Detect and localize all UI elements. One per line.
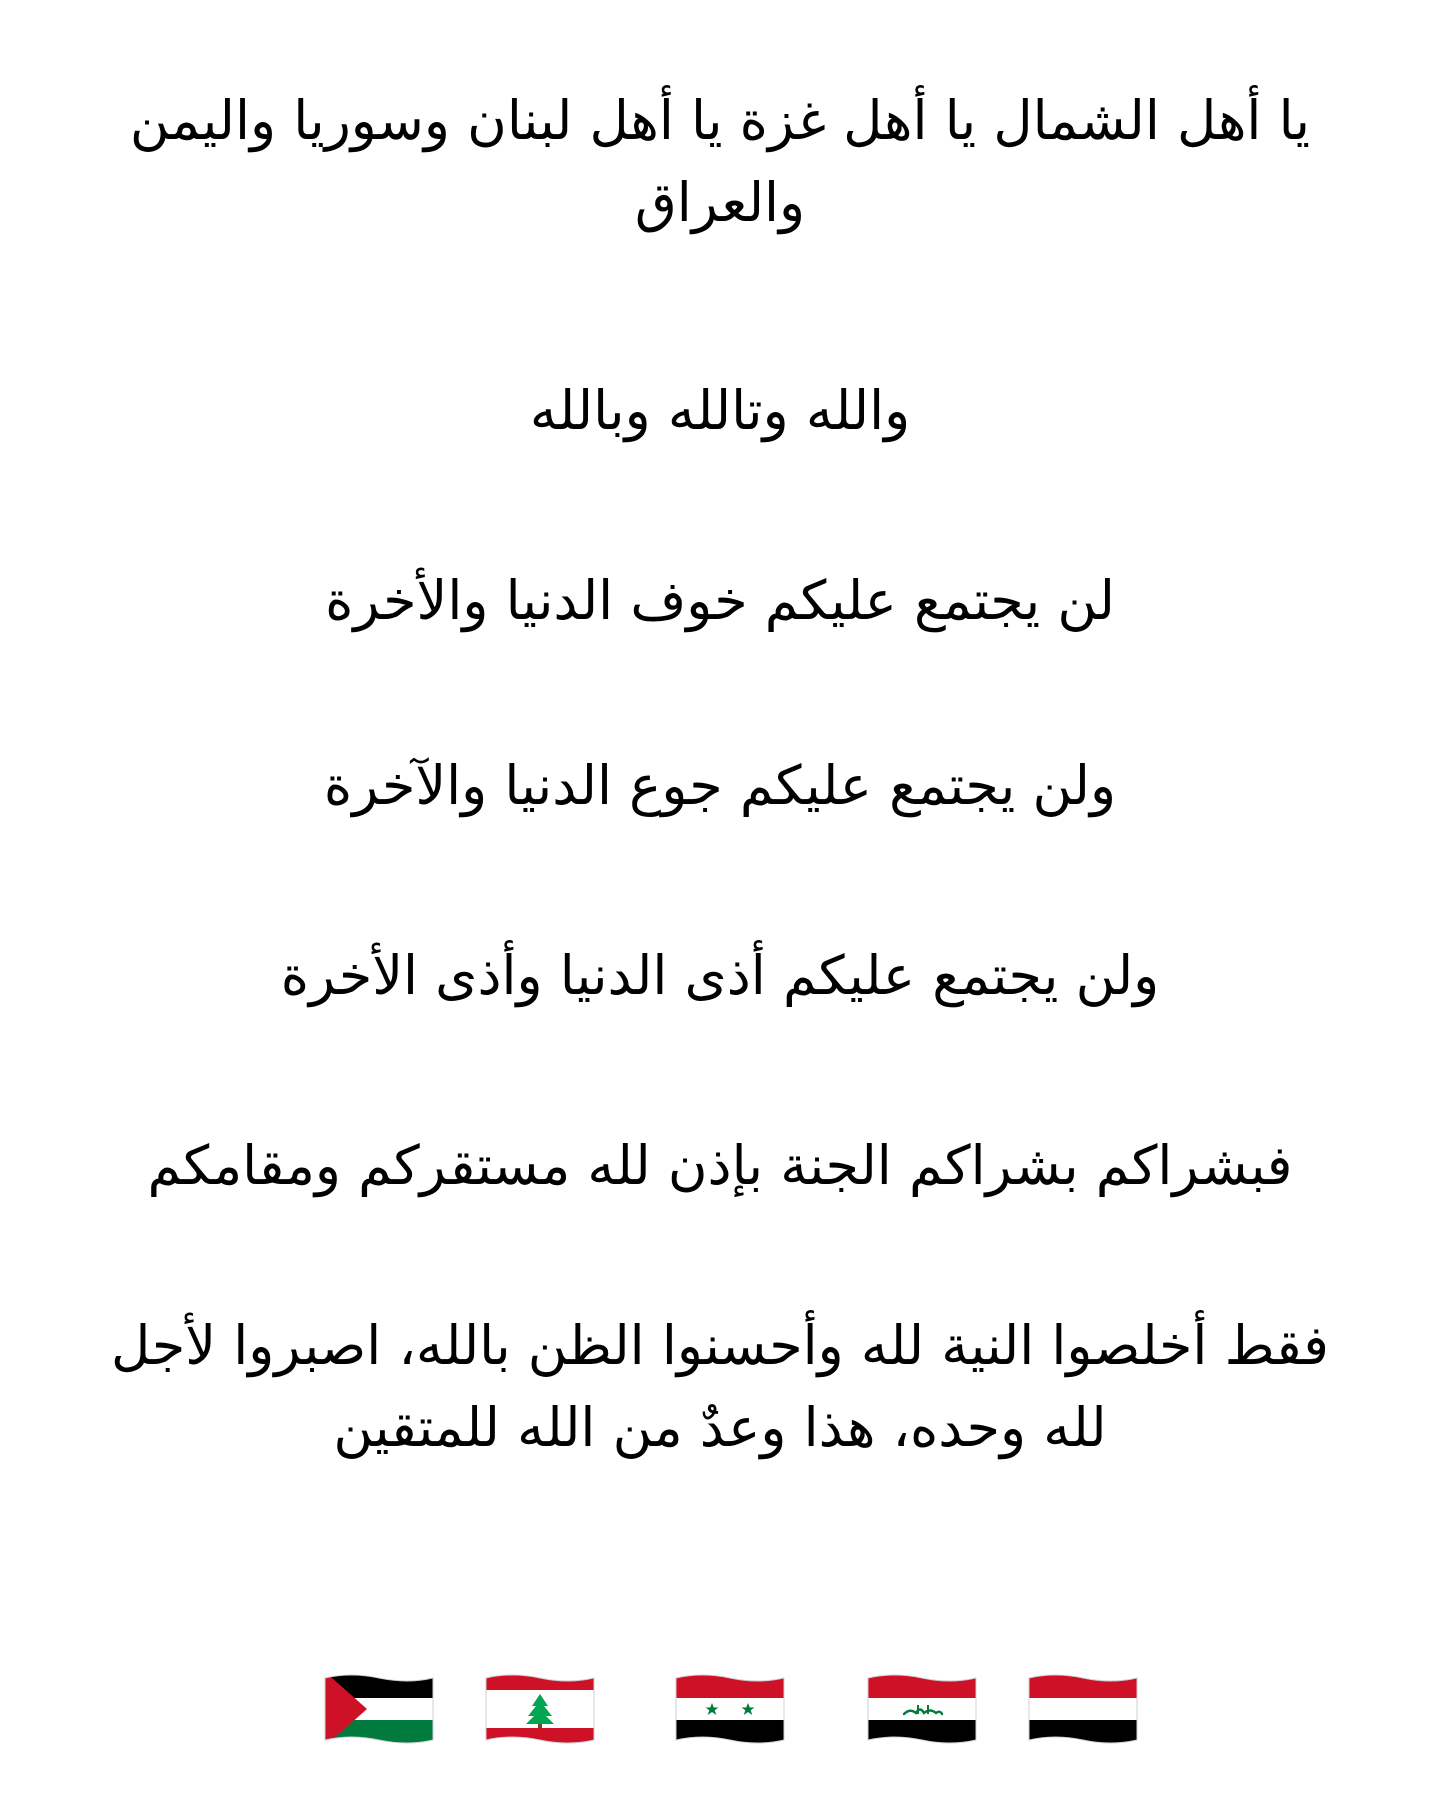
flags-row <box>0 1670 1440 1760</box>
poem-line-2: والله وتالله وبالله <box>529 379 911 442</box>
poem-line-1: يا أهل الشمال يا أهل غزة يا أهل لبنان وسوريا واليمن والعراق <box>129 89 1311 234</box>
poem-line-5: ولن يجتمع عليكم أذى الدنيا وأذى الأخرة <box>280 944 1160 1007</box>
poem-line-3: لن يجتمع عليكم خوف الدنيا والأخرة <box>325 569 1115 632</box>
iraq-flag-icon <box>866 1670 978 1748</box>
palestine-flag-icon <box>323 1670 435 1748</box>
poem-line-4: ولن يجتمع عليكم جوع الدنيا والآخرة <box>323 754 1117 817</box>
poem-line-6: فبشراكم بشراكم الجنة بإذن لله مستقركم ومقامكم <box>147 1134 1293 1197</box>
lebanon-flag-icon <box>484 1670 596 1748</box>
yemen-flag-icon <box>1027 1670 1139 1748</box>
poem-line-7: فقط أخلصوا النية لله وأحسنوا الظن بالله، اصبروا لأجل لله وحده، هذا وعدٌ من الله للمتقين <box>111 1314 1329 1459</box>
syria-flag-icon <box>674 1670 786 1748</box>
